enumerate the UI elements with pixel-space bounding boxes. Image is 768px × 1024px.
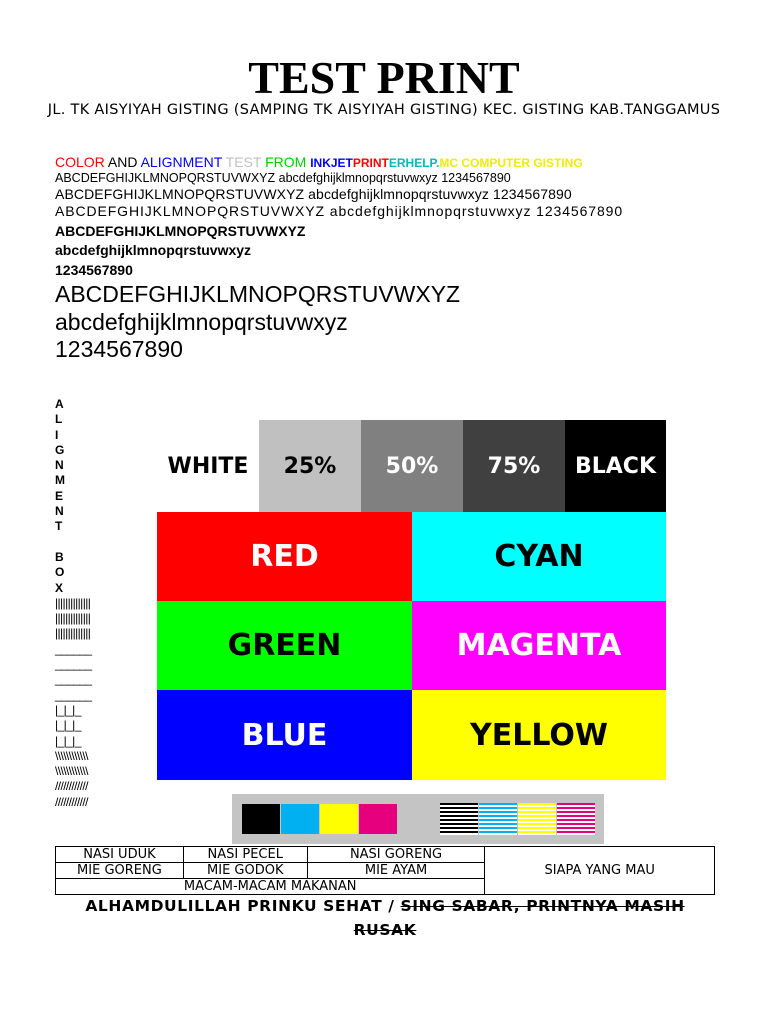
sample-upper-large: ABCDEFGHIJKLMNOPQRSTUVWXYZ — [55, 281, 461, 307]
heading-segment: FROM — [265, 154, 311, 170]
alignment-letter: X — [55, 580, 64, 595]
alignment-pattern: ______ — [55, 657, 92, 672]
menu-cell: NASI PECEL — [183, 847, 307, 863]
alignment-letter: N — [55, 458, 64, 473]
alignment-letter: I — [55, 427, 59, 442]
color-swatch: YELLOW — [412, 690, 666, 780]
menu-table — [55, 846, 715, 895]
gray-swatch: 75% — [463, 420, 565, 512]
alignment-pattern: ______ — [55, 687, 92, 702]
heading-segment: COLOR — [55, 154, 108, 170]
sample-lower-bold: abcdefghijklmnopqrstuvwxyz — [55, 242, 252, 258]
heading-segment: PRINT — [352, 156, 389, 170]
sample-line-medium: ABCDEFGHIJKLMNOPQRSTUVWXYZ abcdefghijklmnopqrstuvwxyz 1234567890 — [55, 186, 572, 202]
alignment-letter: N — [55, 504, 64, 519]
heading-segment: MC COMPUTER GISTING — [439, 156, 583, 170]
ink-barcode — [440, 803, 478, 835]
color-test-chart — [157, 420, 666, 780]
heading-segment: AND — [107, 154, 141, 170]
sample-line-small: ABCDEFGHIJKLMNOPQRSTUVWXYZ abcdefghijklmnopqrstuvwxyz 1234567890 — [55, 171, 511, 185]
ink-barcode — [557, 803, 595, 835]
alignment-pattern: |||||||||||||| — [55, 595, 91, 610]
sample-digits-bold: 1234567890 — [55, 262, 133, 278]
footer-strikethrough-text: SING SABAR, PRINTNYA MASIH RUSAK — [353, 897, 685, 939]
color-alignment-heading — [55, 154, 583, 171]
footer-healthy-text: ALHAMDULILLAH PRINKU SEHAT / — [85, 897, 401, 915]
alignment-pattern: |_|_|_ — [55, 702, 81, 717]
alignment-letter: G — [55, 442, 65, 457]
ink-square — [359, 804, 397, 834]
color-swatch: GREEN — [157, 601, 412, 690]
sample-lower-large: abcdefghijklmnopqrstuvwxyz — [55, 309, 348, 335]
alignment-pattern: ______ — [55, 672, 92, 687]
gray-swatch: BLACK — [565, 420, 666, 512]
ink-square — [320, 804, 358, 834]
page-title: TEST PRINT — [248, 52, 520, 103]
address-text: JL. TK AISYIYAH GISTING (SAMPING TK AISYIYAH GISTING) KEC. GISTING KAB.TANGGAMUS — [47, 102, 721, 118]
gray-swatch: 50% — [361, 420, 463, 512]
gray-swatch: WHITE — [157, 420, 259, 512]
heading-segment: ERHELP. — [388, 156, 440, 170]
heading-segment: ALIGNMENT — [140, 154, 226, 170]
alignment-letter: T — [55, 519, 63, 534]
color-swatch: RED — [157, 512, 412, 601]
alignment-letter: M — [55, 473, 65, 488]
alignment-pattern: //////////// — [55, 794, 88, 809]
alignment-pattern: |||||||||||||| — [55, 626, 91, 641]
alignment-letter: A — [55, 397, 64, 411]
gray-swatch: 25% — [259, 420, 361, 512]
menu-cell: SIAPA YANG MAU — [485, 847, 715, 895]
alignment-pattern: |||||||||||||| — [55, 611, 91, 626]
alignment-pattern: ______ — [55, 641, 92, 656]
heading-segment: INKJET — [310, 156, 353, 170]
ink-square — [281, 804, 319, 834]
ink-barcode — [479, 803, 517, 835]
menu-cell: NASI UDUK — [56, 847, 184, 863]
alignment-pattern: |_|_|_ — [55, 718, 81, 733]
menu-cell: NASI GORENG — [307, 847, 485, 863]
heading-segment: TEST — [225, 154, 266, 170]
sample-digits-large: 1234567890 — [55, 336, 183, 362]
sample-upper-bold: ABCDEFGHIJKLMNOPQRSTUVWXYZ — [55, 223, 306, 239]
alignment-letter: E — [55, 488, 64, 503]
color-swatch: CYAN — [412, 512, 666, 601]
alignment-pattern: //////////// — [55, 779, 88, 794]
alignment-pattern: \\\\\\\\\\\\ — [55, 748, 88, 763]
alignment-letter — [55, 535, 105, 550]
table-row — [56, 847, 715, 863]
color-swatch: BLUE — [157, 690, 412, 780]
alignment-letter: O — [55, 565, 65, 580]
alignment-letter: L — [55, 412, 63, 427]
sample-line-spaced: ABCDEFGHIJKLMNOPQRSTUVWXYZ abcdefghijklmnopqrstuvwxyz 1234567890 — [55, 203, 624, 219]
menu-cell: MIE GORENG — [56, 863, 184, 879]
ink-sample-strip — [232, 794, 604, 844]
alignment-pattern: |_|_|_ — [55, 733, 81, 748]
menu-cell: MACAM-MACAM MAKANAN — [56, 879, 485, 895]
ink-barcode — [518, 803, 556, 835]
footer-note — [55, 894, 715, 942]
alignment-box-column — [55, 397, 105, 810]
menu-cell: MIE AYAM — [307, 863, 485, 879]
color-swatch: MAGENTA — [412, 601, 666, 690]
alignment-pattern: \\\\\\\\\\\\ — [55, 764, 88, 779]
menu-cell: MIE GODOK — [183, 863, 307, 879]
alignment-letter: B — [55, 549, 64, 564]
ink-square — [242, 804, 280, 834]
